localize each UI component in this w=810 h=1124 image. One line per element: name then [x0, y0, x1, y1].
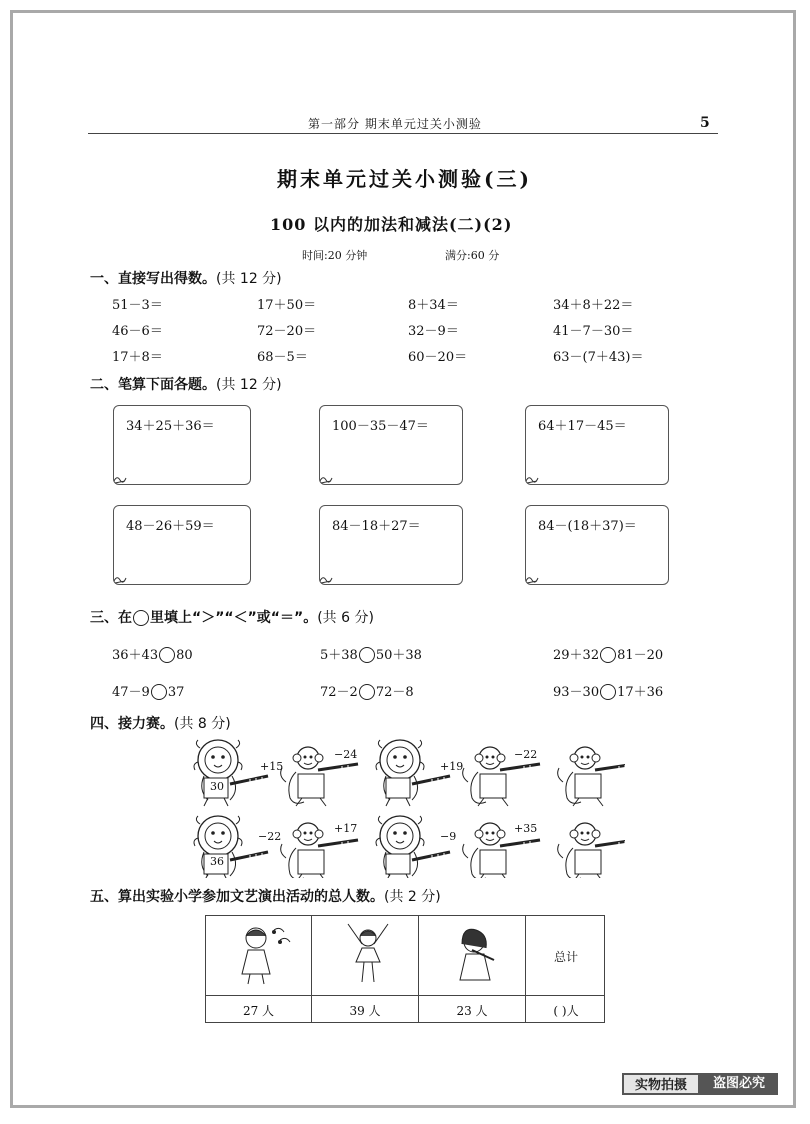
stamp-right: 盗图必究	[700, 1073, 778, 1095]
answer-circle[interactable]	[600, 684, 616, 700]
q1-item: 60－20＝	[408, 350, 468, 365]
pen-icon	[525, 572, 539, 584]
pen-icon	[319, 572, 333, 584]
q1-item: 34＋8＋22＝	[553, 298, 634, 313]
calc-box[interactable]	[113, 405, 251, 485]
relay-op: −22	[514, 748, 538, 761]
stamp-left: 实物拍摄	[622, 1073, 700, 1095]
page-number: 5	[700, 115, 710, 131]
q1-item: 68－5＝	[257, 350, 308, 365]
q1-item: 32－9＝	[408, 324, 459, 339]
answer-circle[interactable]	[600, 647, 616, 663]
calc-box-expr: 34＋25＋36＝	[126, 419, 215, 434]
q1-item: 51－3＝	[112, 298, 163, 313]
q1-item: 46－6＝	[112, 324, 163, 339]
relay-start-value: 30	[210, 780, 224, 793]
flute-girl-image	[446, 924, 506, 988]
count-cell: 27 人	[242, 1004, 275, 1018]
q1-item: 72－20＝	[257, 324, 317, 339]
q3-heading: 三、在 里填上“＞”“＜”或“＝”。(共 6 分)	[90, 610, 374, 626]
performers-table	[205, 915, 605, 1023]
compare-item: 5＋38 50＋38	[320, 648, 422, 663]
compare-item: 47－9 37	[112, 685, 185, 700]
calc-box-expr: 84－(18＋37)＝	[538, 519, 637, 534]
compare-item: 72－2 72－8	[320, 685, 414, 700]
q1-item: 63－(7＋43)＝	[553, 350, 644, 365]
q1-item: 17＋8＝	[112, 350, 163, 365]
header-section: 第一部分 期末单元过关小测验	[308, 117, 482, 131]
answer-circle[interactable]	[359, 684, 375, 700]
page-subtitle: 100 以内的加法和减法(二)(2)	[270, 215, 513, 234]
q4-heading: 四、接力赛。(共 8 分)	[90, 716, 231, 732]
calc-box[interactable]	[525, 505, 669, 585]
relay-op: −22	[258, 830, 282, 843]
q1-item: 17＋50＝	[257, 298, 317, 313]
relay-op: +15	[260, 760, 284, 773]
answer-circle[interactable]	[359, 647, 375, 663]
relay-op: −9	[440, 830, 457, 843]
count-cell: 39 人	[349, 1004, 381, 1018]
compare-item: 93－30 17＋36	[553, 685, 664, 700]
relay-start-value: 36	[210, 855, 224, 868]
pen-icon	[113, 572, 127, 584]
answer-circle[interactable]	[159, 647, 175, 663]
pen-icon	[113, 472, 127, 484]
relay-op: −24	[334, 748, 358, 761]
calc-box[interactable]	[319, 505, 463, 585]
relay-op: +35	[514, 822, 538, 835]
calc-box-expr: 48－26＋59＝	[126, 519, 215, 534]
calc-box-expr: 64＋17－45＝	[538, 419, 627, 434]
q2-heading: 二、笔算下面各题。(共 12 分)	[90, 377, 282, 393]
full-score: 满分:60 分	[445, 249, 500, 262]
header-rule	[88, 133, 718, 134]
relay-op: +17	[334, 822, 358, 835]
compare-item: 36＋43 80	[112, 648, 193, 663]
calc-box-expr: 100－35－47＝	[332, 419, 429, 434]
page-title: 期末单元过关小测验(三)	[277, 167, 532, 191]
calc-box[interactable]	[113, 505, 251, 585]
pen-icon	[319, 472, 333, 484]
q1-item: 8＋34＝	[408, 298, 459, 313]
answer-circle[interactable]	[151, 684, 167, 700]
circle-icon	[133, 610, 149, 626]
relay-race-illustration	[190, 738, 625, 878]
total-label: 总计	[553, 950, 578, 964]
count-cell: 23 人	[456, 1004, 488, 1018]
calc-box[interactable]	[525, 405, 669, 485]
compare-item: 29＋32 81－20	[553, 648, 664, 663]
total-answer-cell[interactable]: ( )人	[553, 1004, 579, 1018]
pen-icon	[525, 472, 539, 484]
relay-op: +19	[440, 760, 464, 773]
calc-box-expr: 84－18＋27＝	[332, 519, 421, 534]
time-limit: 时间:20 分钟	[302, 249, 368, 262]
singer-girl-image	[234, 922, 304, 988]
q1-heading: 一、直接写出得数。(共 12 分)	[90, 271, 282, 287]
q5-heading: 五、算出实验小学参加文艺演出活动的总人数。(共 2 分)	[90, 889, 441, 905]
q1-item: 41－7－30＝	[553, 324, 634, 339]
dancer-girl-image	[338, 920, 398, 990]
calc-box[interactable]	[319, 405, 463, 485]
